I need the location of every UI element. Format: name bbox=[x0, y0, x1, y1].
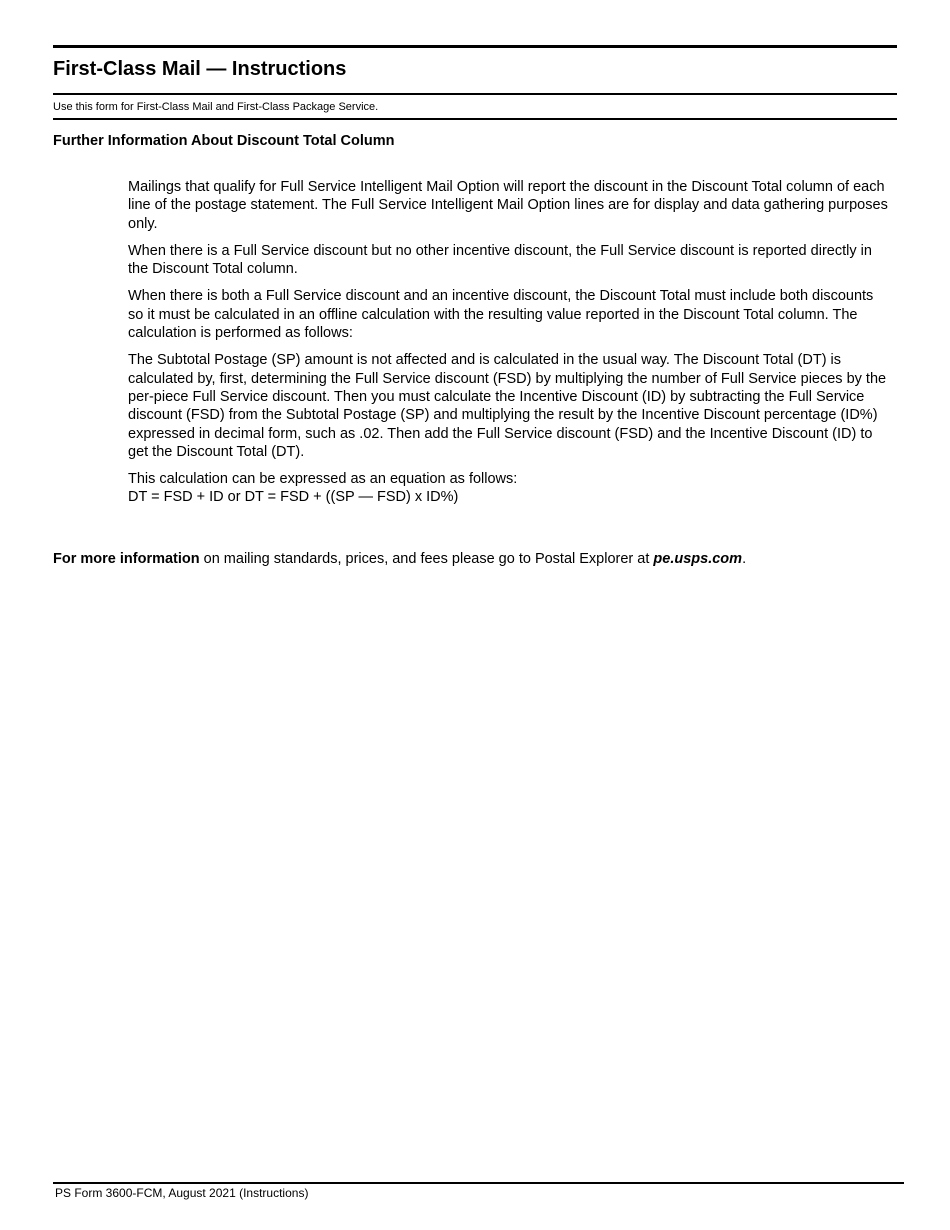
paragraph-full-service-option: Mailings that qualify for Full Service Intelligent Mail Option will report the discount in the Discount Total column of each line of the postage statement. The Full Service Intelligent Mail Option lines are for display and data gathering purposes only. bbox=[128, 179, 888, 232]
title-rule bbox=[53, 93, 897, 95]
more-info-end: . bbox=[742, 551, 747, 567]
section-heading: Further Information About Discount Total Column bbox=[53, 133, 395, 149]
section-body bbox=[128, 178, 892, 507]
subtitle-rule bbox=[53, 118, 897, 120]
more-info-line bbox=[53, 551, 746, 567]
paragraph-calculation-steps: The Subtotal Postage (SP) amount is not affected and is calculated in the usual way. The Discount Total (DT) is calculated by, first, determining the Full Service discount (FSD) by multiplying the number of Full Service pieces by the per-piece Full Service discount. Then you must calculate the Incentive Discount (ID) by subtracting the Full Service discount (FSD) from the Subtotal Postage (SP) and multiplying the result by the Incentive Discount percentage (ID%) expressed in decimal form, such as .02. Then add the Full Service discount (FSD) and the Incentive Discount (ID) to get the Discount Total (DT). bbox=[128, 352, 887, 460]
paragraph-no-incentive: When there is a Full Service discount but no other incentive discount, the Full Service discount is reported directly in the Discount Total column. bbox=[128, 242, 872, 278]
more-info-text: on mailing standards, prices, and fees please go to Postal Explorer at bbox=[199, 551, 654, 567]
equation: DT = FSD + ID or DT = FSD + ((SP — FSD) x ID%) bbox=[128, 489, 459, 506]
equation-intro: This calculation can be expressed as an equation as follows: bbox=[128, 471, 518, 488]
page-title: First-Class Mail — Instructions bbox=[53, 58, 347, 80]
top-rule bbox=[53, 45, 897, 48]
postal-explorer-link[interactable]: pe.usps.com bbox=[653, 551, 743, 567]
footer-rule bbox=[53, 1182, 904, 1184]
form-footer: PS Form 3600-FCM, August 2021 (Instructions) bbox=[55, 1186, 309, 1200]
form-usage-note: Use this form for First-Class Mail and First-Class Package Service. bbox=[53, 101, 379, 113]
more-info-lead: For more information bbox=[53, 551, 200, 567]
paragraph-both-discounts: When there is both a Full Service discount and an incentive discount, the Discount Total must include both discounts so it must be calculated in an offline calculation with the resulting value reported in the Discount Total column. The calculation is performed as follows: bbox=[128, 288, 874, 342]
